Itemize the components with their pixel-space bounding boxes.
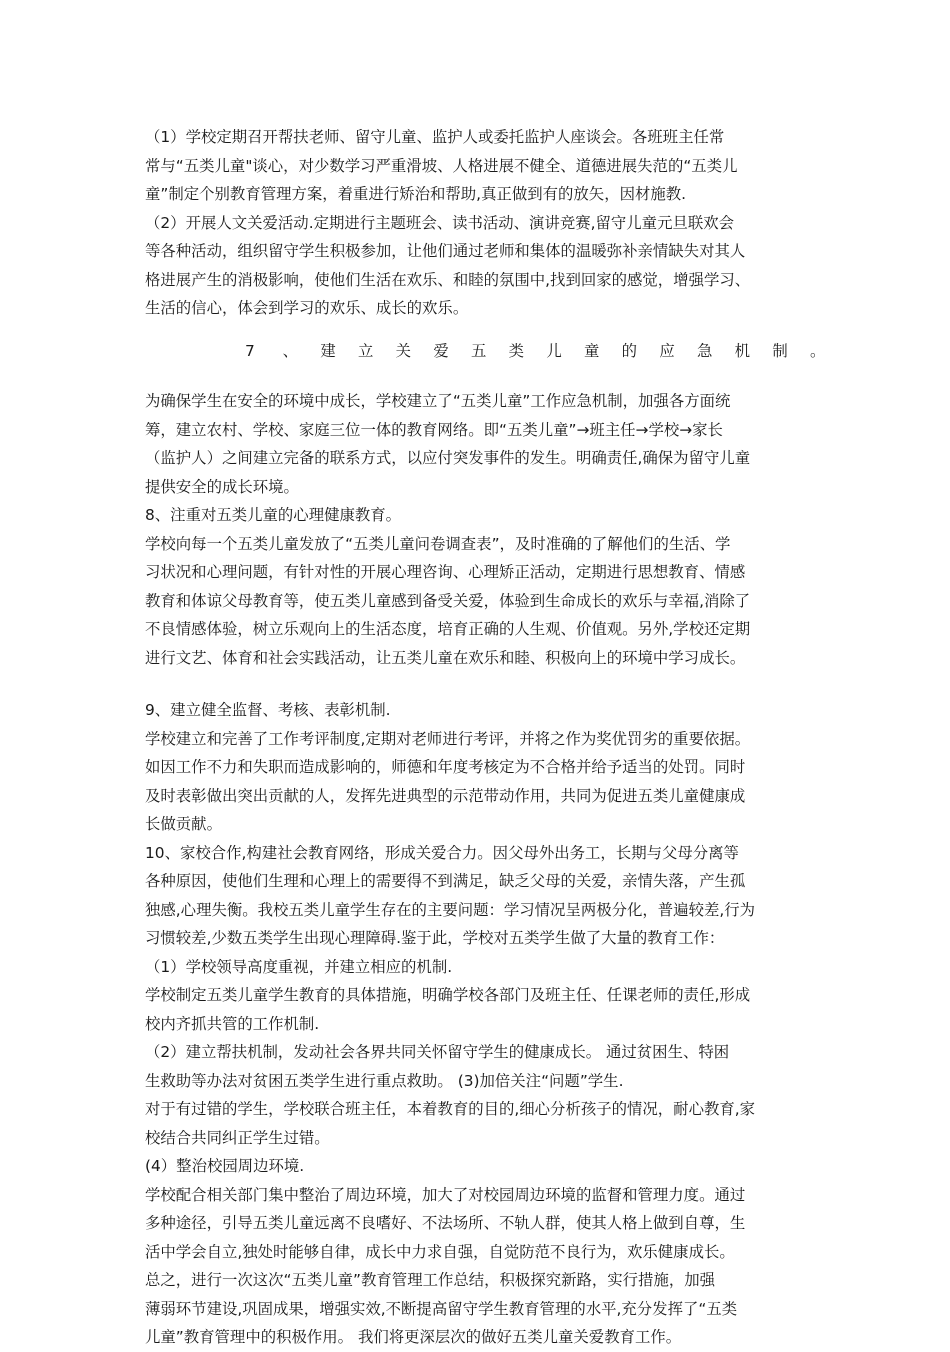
heading-char: 7 <box>245 341 255 360</box>
text-line: 等各种活动，组织留守学生积极参加，让他们通过老师和集体的温暖弥补亲情缺失对其人 <box>145 242 746 260</box>
heading-char: 急 <box>697 341 713 360</box>
text-line: 为确保学生在安全的环境中成长，学校建立了“五类儿童”工作应急机制，加强各方面统 <box>145 392 731 410</box>
heading-char: 立 <box>358 341 374 360</box>
heading-char: 。 <box>810 341 826 360</box>
text-line: 童”制定个别教育管理方案，着重进行矫治和帮助,真正做到有的放矢，因材施教. <box>145 185 687 203</box>
text-line: 生救助等办法对贫困五类学生进行重点救助。 (3)加倍关注“问题”学生. <box>145 1071 624 1090</box>
text-line: 学校配合相关部门集中整治了周边环境，加大了对校园周边环境的监督和管理力度。通过 <box>145 1185 746 1204</box>
text-line: 进行文艺、体育和社会实践活动，让五类儿童在欢乐和睦、积极向上的环境中学习成长。 <box>145 648 746 667</box>
text-line: 对于有过错的学生，学校联合班主任，本着教育的目的,细心分析孩子的情况，耐心教育,家 <box>145 1100 756 1118</box>
heading-char: 关 <box>395 341 412 360</box>
text-line: 8、注重对五类儿童的心理健康教育。 <box>145 506 402 524</box>
heading-char: 应 <box>659 341 675 360</box>
text-line: 学校制定五类儿童学生教育的具体措施，明确学校各部门及班主任、任课老师的责任,形成 <box>145 986 751 1004</box>
text-line: 儿童”教育管理中的积极作用。 我们将更深层次的做好五类儿童关爱教育工作。 <box>145 1328 682 1346</box>
text-line: 学校向每一个五类儿童发放了“五类儿童问卷调查表”，及时准确的了解他们的生活、学 <box>145 534 731 553</box>
text-line: 如因工作不力和失职而造成影响的，师德和年度考核定为不合格并给予适当的处罚。同时 <box>145 758 746 776</box>
text-line: 长做贡献。 <box>145 815 222 833</box>
text-line: 习状况和心理问题，有针对性的开展心理咨询、心理矫正活动，定期进行思想教育、情感 <box>145 563 746 581</box>
text-line: 总之，进行一次这次“五类儿童”教育管理工作总结，积极探究新路，实行措施，加强 <box>145 1271 716 1289</box>
text-line: 提供安全的成长环境。 <box>145 477 299 496</box>
heading-char: 儿 <box>546 341 562 360</box>
heading-char: 制 <box>772 341 788 360</box>
text-line: 校结合共同纠正学生过错。 <box>145 1128 330 1147</box>
section-9-10-body <box>145 696 821 1352</box>
text-line: 活中学会自立,独处时能够自律，成长中力求自强，自觉防范不良行为，欢乐健康成长。 <box>145 1242 735 1261</box>
section-7-heading <box>145 337 826 366</box>
text-line: 多种途径，引导五类儿童远离不良嗜好、不法场所、不轨人群，使其人格上做到自尊，生 <box>145 1214 746 1232</box>
text-line: （2）开展人文关爱活动.定期进行主题班会、读书活动、演讲竞赛,留守儿童元旦联欢会 <box>145 213 735 232</box>
text-line: 各种原因，使他们生理和心理上的需要得不到满足，缺乏父母的关爱，亲情失落，产生孤 <box>145 872 746 890</box>
paragraph-gap <box>145 672 821 696</box>
text-line: 10、家校合作,构建社会教育网络，形成关爱合力。因父母外出务工，长期与父母分离等 <box>145 843 739 862</box>
heading-char: 建 <box>320 341 336 360</box>
text-line: (4）整治校园周边环境. <box>145 1157 305 1175</box>
text-line: （1）学校定期召开帮扶老师、留守儿童、监护人或委托监护人座谈会。各班班主任常 <box>145 128 725 146</box>
text-line: 9、建立健全监督、考核、表彰机制. <box>145 701 391 719</box>
text-line: 生活的信心，体会到学习的欢乐、成长的欢乐。 <box>145 299 469 317</box>
heading-char: 机 <box>734 341 751 360</box>
text-line: 学校建立和完善了工作考评制度,定期对老师进行考评，并将之作为奖优罚劣的重要依据。 <box>145 729 751 748</box>
text-line: 校内齐抓共管的工作机制. <box>145 1014 320 1033</box>
text-line: 教育和体谅父母教育等，使五类儿童感到备受关爱，体验到生命成长的欢乐与幸福,消除了 <box>145 591 751 610</box>
heading-char: 五 <box>471 341 487 360</box>
heading-char: 、 <box>282 341 299 360</box>
heading-char: 的 <box>621 341 638 360</box>
text-line: 习惯较差,少数五类学生出现心理障碍.鉴于此，学校对五类学生做了大量的教育工作： <box>145 929 725 947</box>
heading-char: 爱 <box>433 341 449 360</box>
text-line: （1）学校领导高度重视，并建立相应的机制. <box>145 957 453 976</box>
text-line: 筹，建立农村、学校、家庭三位一体的教育网络。即“五类儿童”→班主任→学校→家长 <box>145 420 723 439</box>
text-line: （监护人）之间建立完备的联系方式，以应付突发事件的发生。明确责任,确保为留守儿童 <box>145 449 751 467</box>
heading-char: 童 <box>584 341 600 360</box>
text-line: 独感,心理失衡。我校五类儿童学生存在的主要问题：学习情况呈两极分化，普遍较差,行为 <box>145 900 756 919</box>
text-line: 格进展产生的消极影响，使他们生活在欢乐、和睦的氛围中,找到回家的感觉，增强学习、 <box>145 270 751 289</box>
section-7-8-body <box>145 387 821 672</box>
text-line: 不良情感体验，树立乐观向上的生活态度，培育正确的人生观、价值观。另外,学校还定期 <box>145 620 751 638</box>
intro-section <box>145 123 821 323</box>
document-body <box>145 123 826 1352</box>
text-line: （2）建立帮扶机制，发动社会各界共同关怀留守学生的健康成长。 通过贫困生、特困 <box>145 1043 730 1061</box>
text-line: 及时表彰做出突出贡献的人，发挥先进典型的示范带动作用，共同为促进五类儿童健康成 <box>145 786 746 805</box>
text-line: 薄弱环节建设,巩固成果，增强实效,不断提高留守学生教育管理的水平,充分发挥了“五类 <box>145 1299 738 1318</box>
heading-char: 类 <box>508 341 525 360</box>
text-line: 常与“五类儿童"谈心，对少数学习严重滑坡、人格进展不健全、道德进展失范的“五类儿 <box>145 156 738 175</box>
